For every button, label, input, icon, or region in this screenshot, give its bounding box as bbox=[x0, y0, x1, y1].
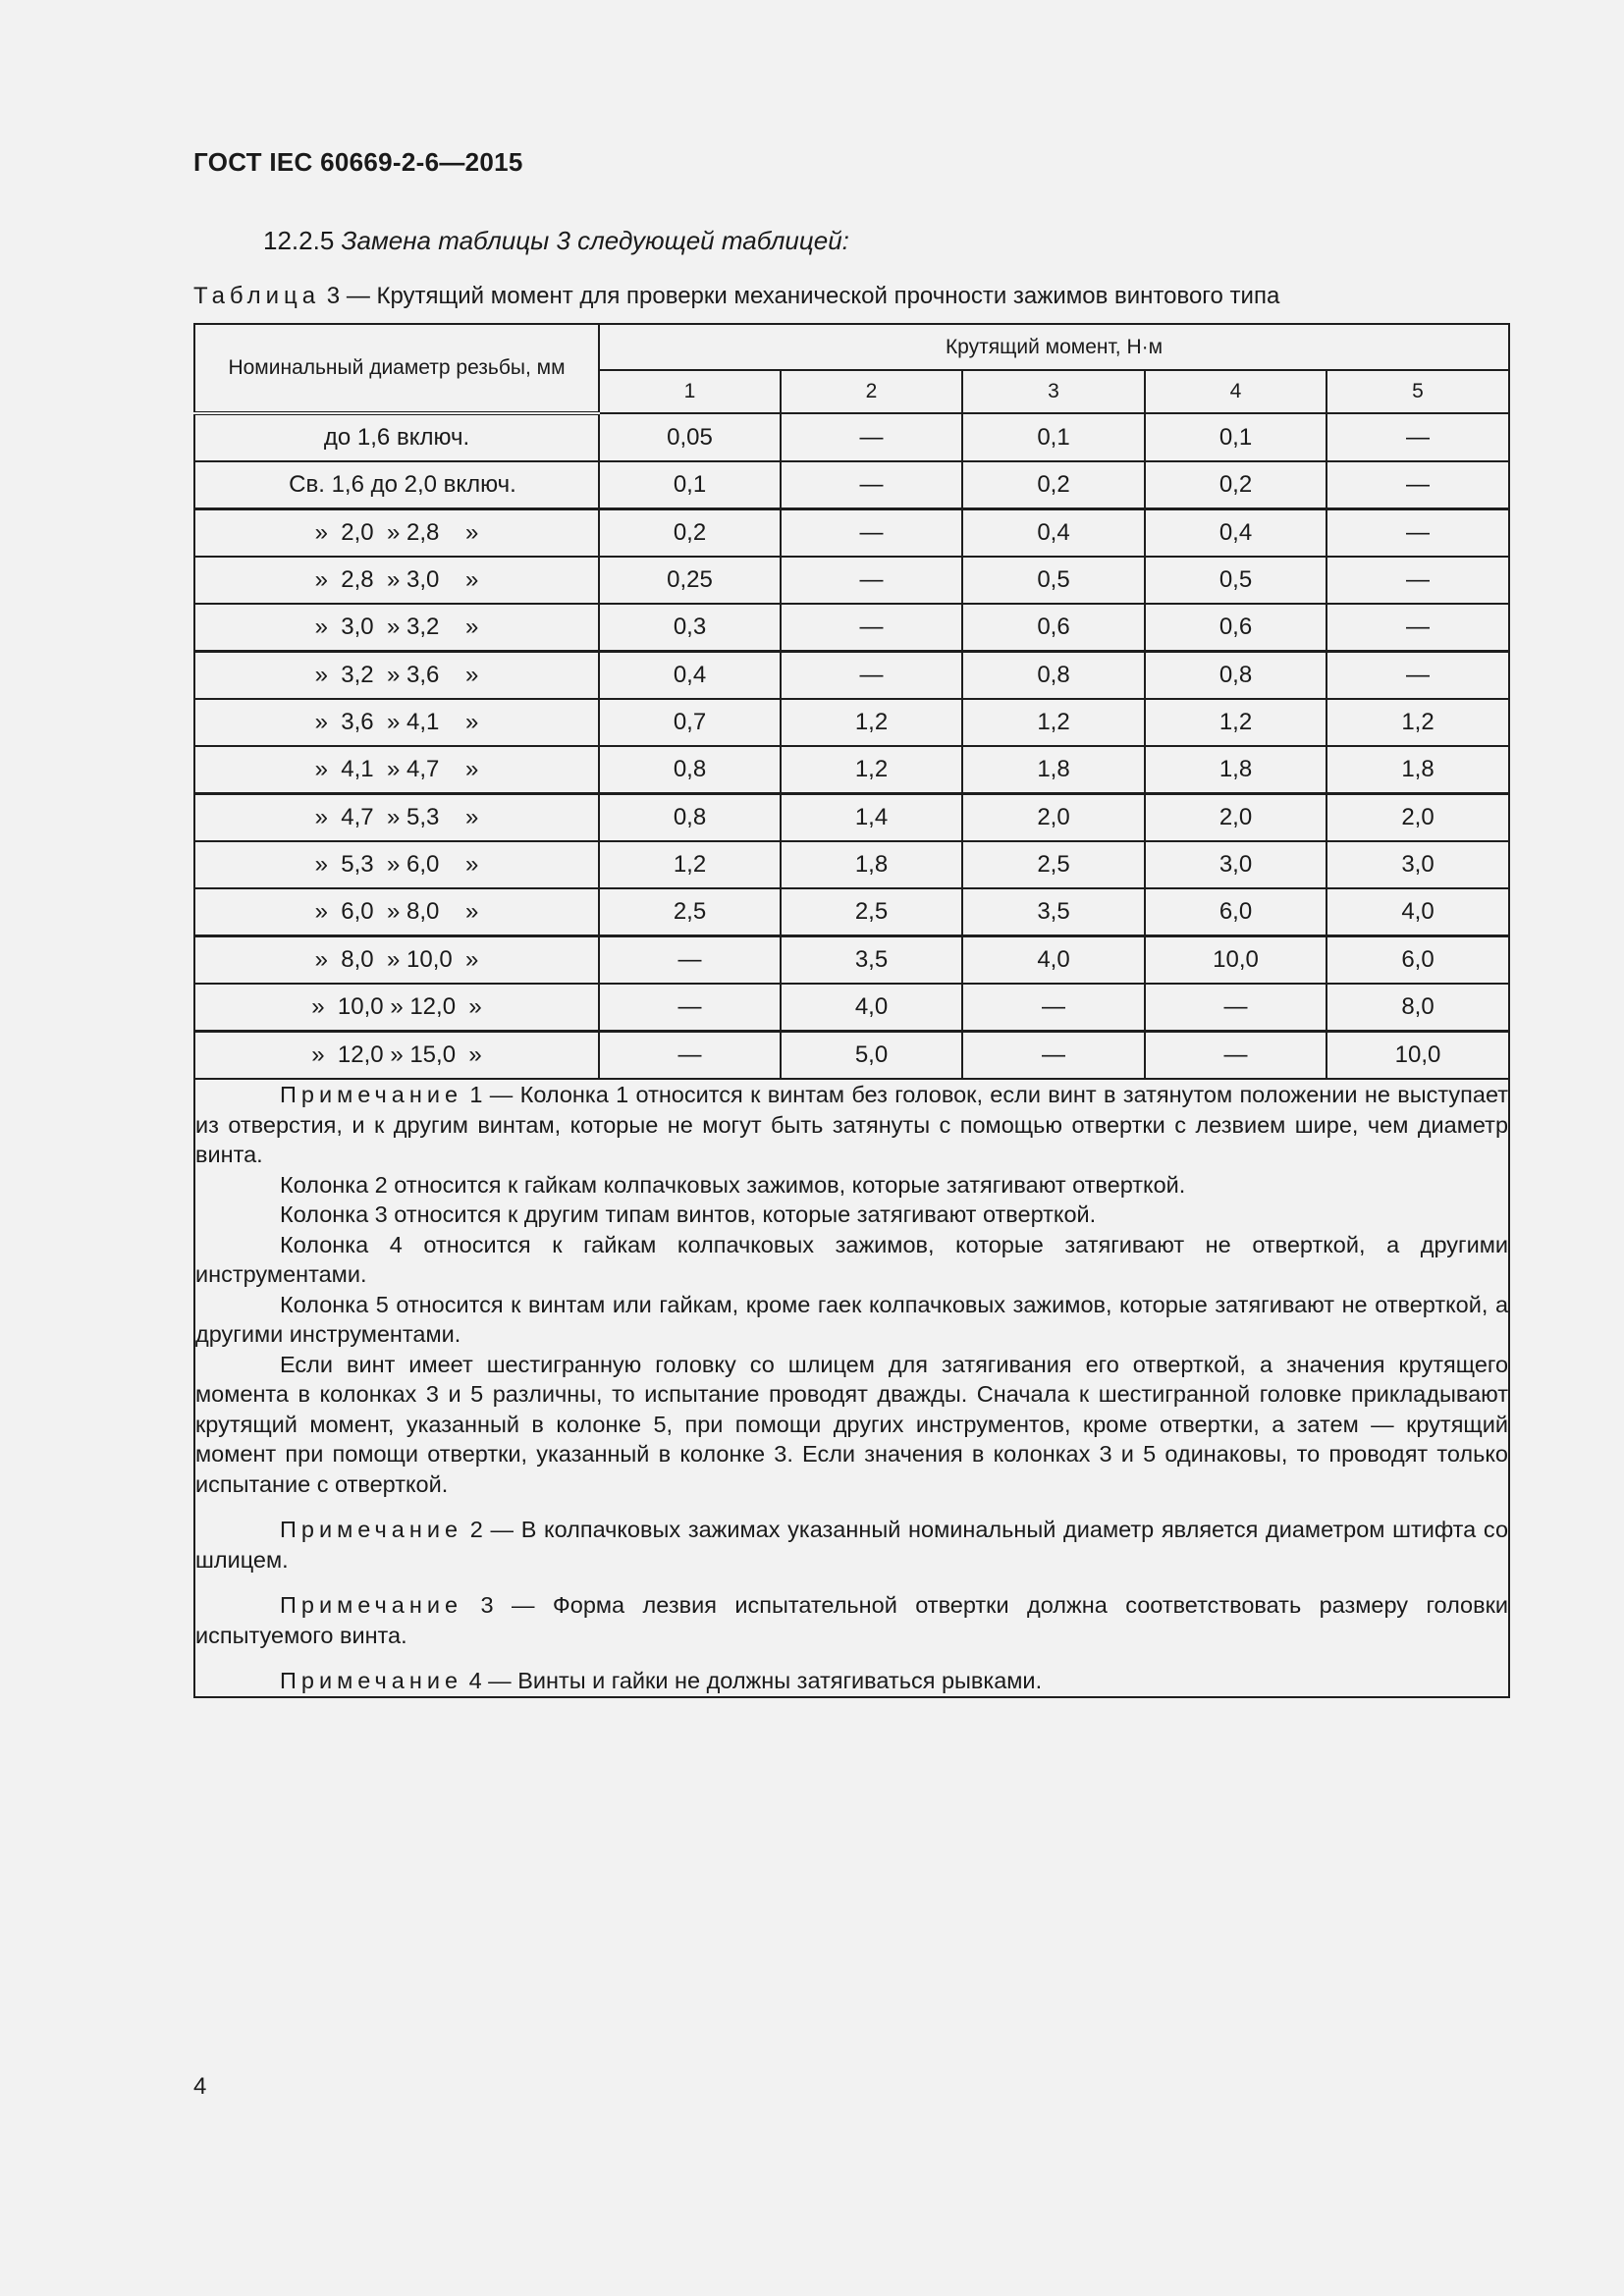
torque-cell-col3: 0,2 bbox=[962, 461, 1145, 509]
note-2-label: Примечание bbox=[280, 1517, 463, 1542]
torque-cell-col2: 1,4 bbox=[781, 794, 962, 842]
table-row bbox=[194, 557, 1509, 604]
torque-cell-col2: 2,5 bbox=[781, 888, 962, 936]
note-3-label: Примечание bbox=[280, 1592, 463, 1618]
torque-cell-col1: — bbox=[599, 984, 781, 1032]
table-caption-label: Таблица bbox=[193, 283, 321, 309]
table-caption bbox=[193, 283, 1279, 310]
diameter-cell: Св. 1,6 до 2,0 включ. bbox=[194, 461, 599, 509]
note-1-column-2: Колонка 2 относится к гайкам колпачковых зажимов, которые затягивают отверткой. bbox=[280, 1171, 1186, 1198]
torque-cell-col3: 1,8 bbox=[962, 746, 1145, 794]
torque-cell-col4: 1,8 bbox=[1145, 746, 1326, 794]
table-row bbox=[194, 604, 1509, 652]
torque-cell-col3: 0,8 bbox=[962, 652, 1145, 700]
note-1-column-4: Колонка 4 относится к гайкам колпачковых зажимов, которые затягивают не отверткой, а другими инструментами. bbox=[195, 1231, 1509, 1287]
torque-cell-col4: 0,5 bbox=[1145, 557, 1326, 604]
torque-cell-col5: — bbox=[1326, 652, 1509, 700]
table-row bbox=[194, 841, 1509, 888]
note-3-text: 3 — Форма лезвия испытательной отвертки должна соответствовать размеру головки испытуемого винта. bbox=[195, 1592, 1509, 1648]
diameter-cell: » 3,0 » 3,2 » bbox=[194, 604, 599, 652]
torque-cell-col5: — bbox=[1326, 557, 1509, 604]
torque-cell-col1: 0,8 bbox=[599, 794, 781, 842]
torque-cell-col2: — bbox=[781, 604, 962, 652]
torque-cell-col4: 10,0 bbox=[1145, 936, 1326, 985]
torque-cell-col5: 6,0 bbox=[1326, 936, 1509, 985]
table-row bbox=[194, 652, 1509, 700]
diameter-cell: » 3,2 » 3,6 » bbox=[194, 652, 599, 700]
header-torque: Крутящий момент, Н·м bbox=[599, 324, 1509, 370]
torque-table-container bbox=[193, 323, 1508, 1698]
header-diameter: Номинальный диаметр резьбы, мм bbox=[194, 324, 599, 413]
torque-cell-col2: 1,8 bbox=[781, 841, 962, 888]
torque-cell-col5: — bbox=[1326, 509, 1509, 558]
torque-cell-col4: 0,8 bbox=[1145, 652, 1326, 700]
torque-cell-col3: 3,5 bbox=[962, 888, 1145, 936]
torque-cell-col1: 0,4 bbox=[599, 652, 781, 700]
note-1 bbox=[195, 1080, 1508, 1170]
torque-cell-col4: 2,0 bbox=[1145, 794, 1326, 842]
diameter-cell: » 12,0 » 15,0 » bbox=[194, 1032, 599, 1080]
torque-cell-col1: 1,2 bbox=[599, 841, 781, 888]
torque-cell-col5: 8,0 bbox=[1326, 984, 1509, 1032]
torque-cell-col3: 0,4 bbox=[962, 509, 1145, 558]
diameter-cell: » 4,1 » 4,7 » bbox=[194, 746, 599, 794]
torque-cell-col1: 0,25 bbox=[599, 557, 781, 604]
diameter-cell: » 8,0 » 10,0 » bbox=[194, 936, 599, 985]
diameter-cell: » 4,7 » 5,3 » bbox=[194, 794, 599, 842]
section-title: Замена таблицы 3 следующей таблицей: bbox=[341, 226, 849, 255]
note-4 bbox=[195, 1666, 1508, 1696]
torque-cell-col4: 3,0 bbox=[1145, 841, 1326, 888]
torque-cell-col2: 3,5 bbox=[781, 936, 962, 985]
table-row bbox=[194, 509, 1509, 558]
note-3 bbox=[195, 1590, 1508, 1650]
torque-cell-col5: 1,2 bbox=[1326, 699, 1509, 746]
column-header-5: 5 bbox=[1326, 370, 1509, 413]
torque-cell-col1: — bbox=[599, 1032, 781, 1080]
torque-cell-col1: 0,1 bbox=[599, 461, 781, 509]
table-row bbox=[194, 413, 1509, 461]
torque-cell-col2: 5,0 bbox=[781, 1032, 962, 1080]
note-4-label: Примечание bbox=[280, 1668, 463, 1693]
diameter-cell: » 3,6 » 4,1 » bbox=[194, 699, 599, 746]
column-header-4: 4 bbox=[1145, 370, 1326, 413]
table-caption-text: — Крутящий момент для проверки механической прочности зажимов винтового типа bbox=[346, 283, 1280, 309]
torque-cell-col1: 0,8 bbox=[599, 746, 781, 794]
notes-row bbox=[194, 1079, 1509, 1697]
torque-cell-col5: 3,0 bbox=[1326, 841, 1509, 888]
torque-cell-col1: — bbox=[599, 936, 781, 985]
table-row bbox=[194, 1032, 1509, 1080]
table-row bbox=[194, 699, 1509, 746]
column-header-2: 2 bbox=[781, 370, 962, 413]
diameter-cell: » 10,0 » 12,0 » bbox=[194, 984, 599, 1032]
torque-cell-col5: 10,0 bbox=[1326, 1032, 1509, 1080]
torque-cell-col5: — bbox=[1326, 413, 1509, 461]
column-header-3: 3 bbox=[962, 370, 1145, 413]
torque-cell-col2: 1,2 bbox=[781, 746, 962, 794]
torque-cell-col5: — bbox=[1326, 461, 1509, 509]
torque-cell-col2: 4,0 bbox=[781, 984, 962, 1032]
section-heading bbox=[263, 226, 849, 256]
torque-cell-col2: 1,2 bbox=[781, 699, 962, 746]
note-1-label: Примечание bbox=[280, 1082, 463, 1107]
torque-cell-col3: — bbox=[962, 984, 1145, 1032]
torque-cell-col4: — bbox=[1145, 984, 1326, 1032]
section-number: 12.2.5 bbox=[263, 226, 335, 255]
page-number: 4 bbox=[193, 2073, 207, 2100]
torque-cell-col2: — bbox=[781, 509, 962, 558]
torque-cell-col3: 0,6 bbox=[962, 604, 1145, 652]
torque-cell-col4: 0,1 bbox=[1145, 413, 1326, 461]
diameter-cell: » 2,0 » 2,8 » bbox=[194, 509, 599, 558]
note-4-text: 4 — Винты и гайки не должны затягиваться рывками. bbox=[468, 1668, 1043, 1693]
torque-cell-col5: 1,8 bbox=[1326, 746, 1509, 794]
table-row bbox=[194, 984, 1509, 1032]
torque-cell-col3: — bbox=[962, 1032, 1145, 1080]
torque-table bbox=[193, 323, 1510, 1698]
note-1-column-5: Колонка 5 относится к винтам или гайкам, кроме гаек колпачковых зажимов, которые затягивают не отверткой, а другими инструментами. bbox=[195, 1291, 1509, 1347]
column-header-1: 1 bbox=[599, 370, 781, 413]
document-code: ГОСТ IEC 60669-2-6—2015 bbox=[193, 147, 523, 177]
torque-cell-col5: — bbox=[1326, 604, 1509, 652]
torque-cell-col1: 2,5 bbox=[599, 888, 781, 936]
table-row bbox=[194, 461, 1509, 509]
torque-cell-col1: 0,05 bbox=[599, 413, 781, 461]
torque-cell-col4: — bbox=[1145, 1032, 1326, 1080]
diameter-cell: » 2,8 » 3,0 » bbox=[194, 557, 599, 604]
note-1-column-3: Колонка 3 относится к другим типам винтов, которые затягивают отверткой. bbox=[280, 1201, 1097, 1227]
torque-cell-col4: 0,4 bbox=[1145, 509, 1326, 558]
note-1-hex-head: Если винт имеет шестигранную головку со шлицем для затягивания его отверткой, а значения крутящего момента в колонках 3 и 5 различны, то испытание проводят дважды. Сначала к шестигранной головке прикладывают крутящий момент, указанный в колонке 5, при помощи других инструментов, кроме отвертки, а затем — крутящий момент при помощи отвертки, указанный в колонке 3. Если значения в колонках 3 и 5 одинаковы, то проводят только испытание с отверткой. bbox=[195, 1351, 1509, 1497]
torque-cell-col3: 4,0 bbox=[962, 936, 1145, 985]
table-row bbox=[194, 888, 1509, 936]
table-row bbox=[194, 936, 1509, 985]
note-2 bbox=[195, 1515, 1508, 1575]
diameter-cell: » 6,0 » 8,0 » bbox=[194, 888, 599, 936]
torque-cell-col3: 2,5 bbox=[962, 841, 1145, 888]
note-1-text: 1 — Колонка 1 относится к винтам без головок, если винт в затянутом положении не выступает из отверстия, и к другим винтам, которые не могут быть затянуты с помощью отвертки с лезвием шире, чем диаметр винта. bbox=[195, 1082, 1509, 1167]
notes-cell bbox=[194, 1079, 1509, 1697]
torque-cell-col4: 0,6 bbox=[1145, 604, 1326, 652]
torque-cell-col1: 0,2 bbox=[599, 509, 781, 558]
torque-cell-col3: 0,5 bbox=[962, 557, 1145, 604]
torque-cell-col3: 2,0 bbox=[962, 794, 1145, 842]
torque-cell-col2: — bbox=[781, 413, 962, 461]
torque-cell-col5: 2,0 bbox=[1326, 794, 1509, 842]
torque-cell-col4: 0,2 bbox=[1145, 461, 1326, 509]
torque-cell-col1: 0,3 bbox=[599, 604, 781, 652]
torque-cell-col2: — bbox=[781, 557, 962, 604]
torque-cell-col1: 0,7 bbox=[599, 699, 781, 746]
table-caption-number: 3 bbox=[326, 283, 341, 309]
note-2-text: 2 — В колпачковых зажимах указанный номинальный диаметр является диаметром штифта со шлицем. bbox=[195, 1517, 1509, 1573]
torque-cell-col3: 1,2 bbox=[962, 699, 1145, 746]
torque-cell-col2: — bbox=[781, 461, 962, 509]
table-row bbox=[194, 794, 1509, 842]
torque-cell-col4: 6,0 bbox=[1145, 888, 1326, 936]
diameter-cell: до 1,6 включ. bbox=[194, 413, 599, 461]
table-row bbox=[194, 746, 1509, 794]
diameter-cell: » 5,3 » 6,0 » bbox=[194, 841, 599, 888]
torque-cell-col4: 1,2 bbox=[1145, 699, 1326, 746]
torque-cell-col3: 0,1 bbox=[962, 413, 1145, 461]
torque-cell-col5: 4,0 bbox=[1326, 888, 1509, 936]
torque-cell-col2: — bbox=[781, 652, 962, 700]
